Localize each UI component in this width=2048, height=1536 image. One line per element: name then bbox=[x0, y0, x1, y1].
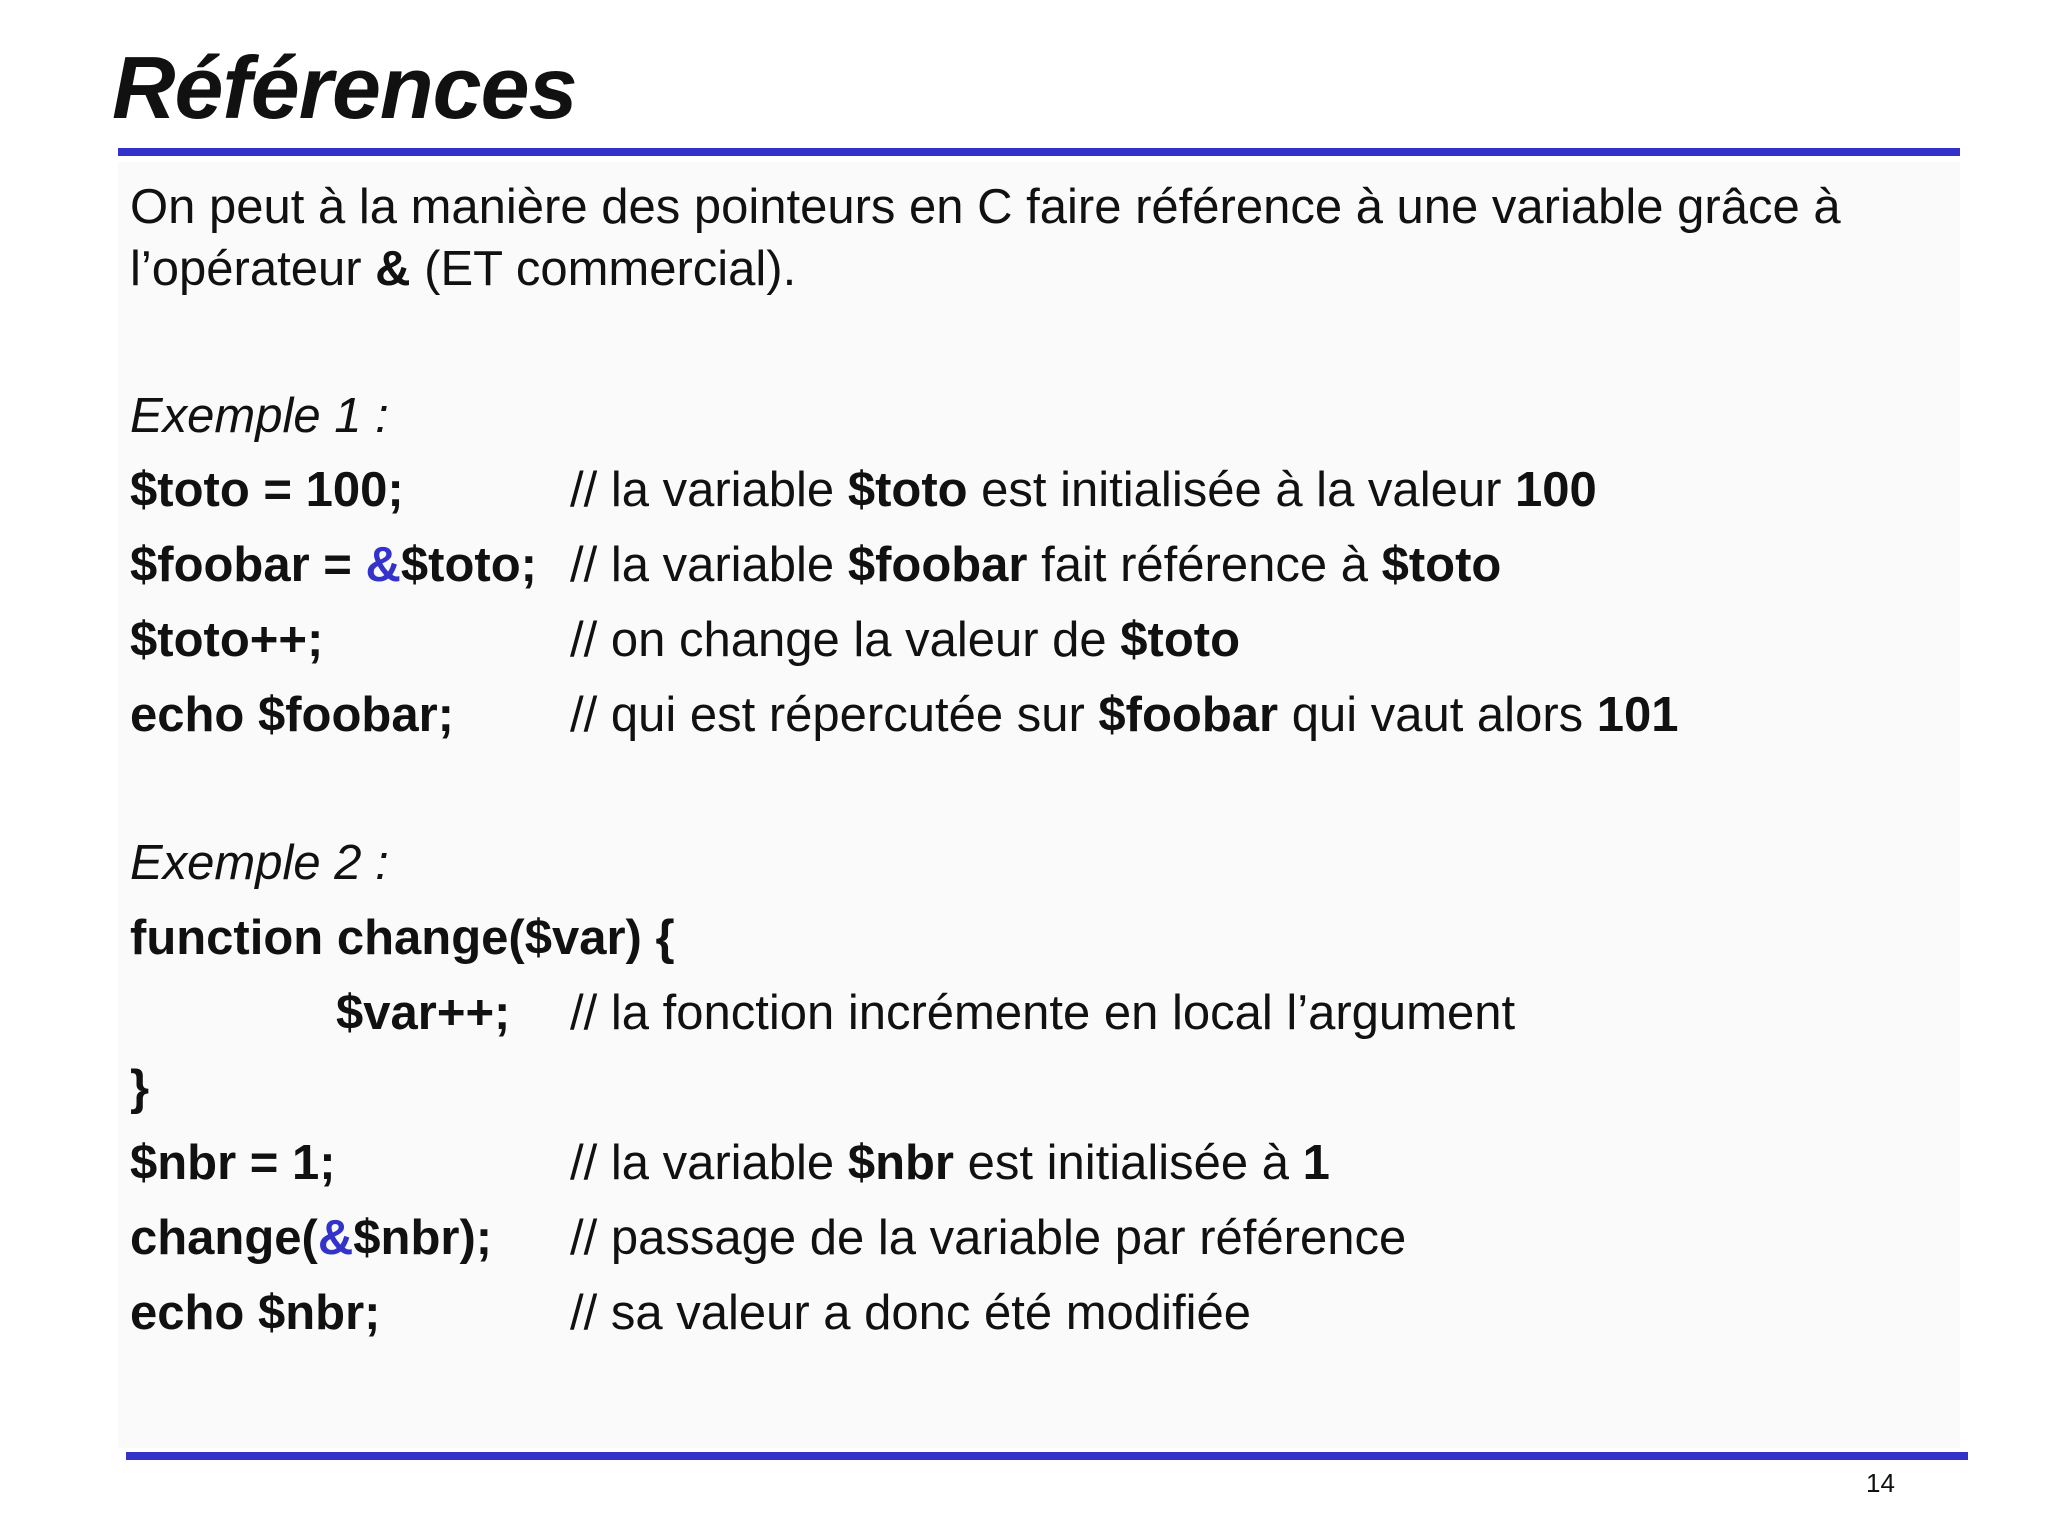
code: } bbox=[130, 1061, 150, 1115]
comment: // sa valeur a donc été modifiée bbox=[570, 1286, 1251, 1340]
code: $toto++; bbox=[130, 613, 324, 667]
comment: // qui est répercutée sur $foobar qui vaut alors 101 bbox=[570, 688, 1679, 742]
code: function change($var) { bbox=[130, 911, 675, 965]
comment: // la variable $toto est initialisée à la valeur 100 bbox=[570, 463, 1597, 517]
code: $foobar = &$toto; bbox=[130, 538, 537, 592]
code: $nbr = 1; bbox=[130, 1136, 336, 1190]
intro-text: On peut à la manière des pointeurs en C faire référence à une variable grâce à l’opérateur bbox=[130, 180, 1841, 296]
code: echo $foobar; bbox=[130, 688, 454, 742]
footer-rule bbox=[126, 1452, 1968, 1460]
code: $toto = 100; bbox=[130, 463, 404, 517]
comment: // la variable $foobar fait référence à $toto bbox=[570, 538, 1502, 592]
comment: // la variable $nbr est initialisée à 1 bbox=[570, 1136, 1330, 1190]
comment: // la fonction incrémente en local l’argument bbox=[570, 986, 1516, 1040]
code: echo $nbr; bbox=[130, 1286, 381, 1340]
example-2-heading: Exemple 2 : bbox=[130, 836, 389, 890]
code: change(&$nbr); bbox=[130, 1211, 493, 1265]
page-number: 14 bbox=[1866, 1468, 1895, 1498]
intro-paragraph bbox=[130, 176, 1950, 300]
ampersand-operator: & bbox=[375, 242, 411, 296]
comment: // passage de la variable par référence bbox=[570, 1211, 1407, 1265]
intro-text-end: (ET commercial). bbox=[410, 242, 797, 296]
comment: // on change la valeur de $toto bbox=[570, 613, 1241, 667]
title-underline bbox=[118, 148, 1960, 156]
example-1-heading: Exemple 1 : bbox=[130, 389, 389, 443]
slide-title: Références bbox=[112, 38, 577, 137]
code: $var++; bbox=[336, 986, 511, 1040]
reference-ampersand: & bbox=[365, 538, 401, 592]
reference-ampersand: & bbox=[317, 1211, 354, 1265]
